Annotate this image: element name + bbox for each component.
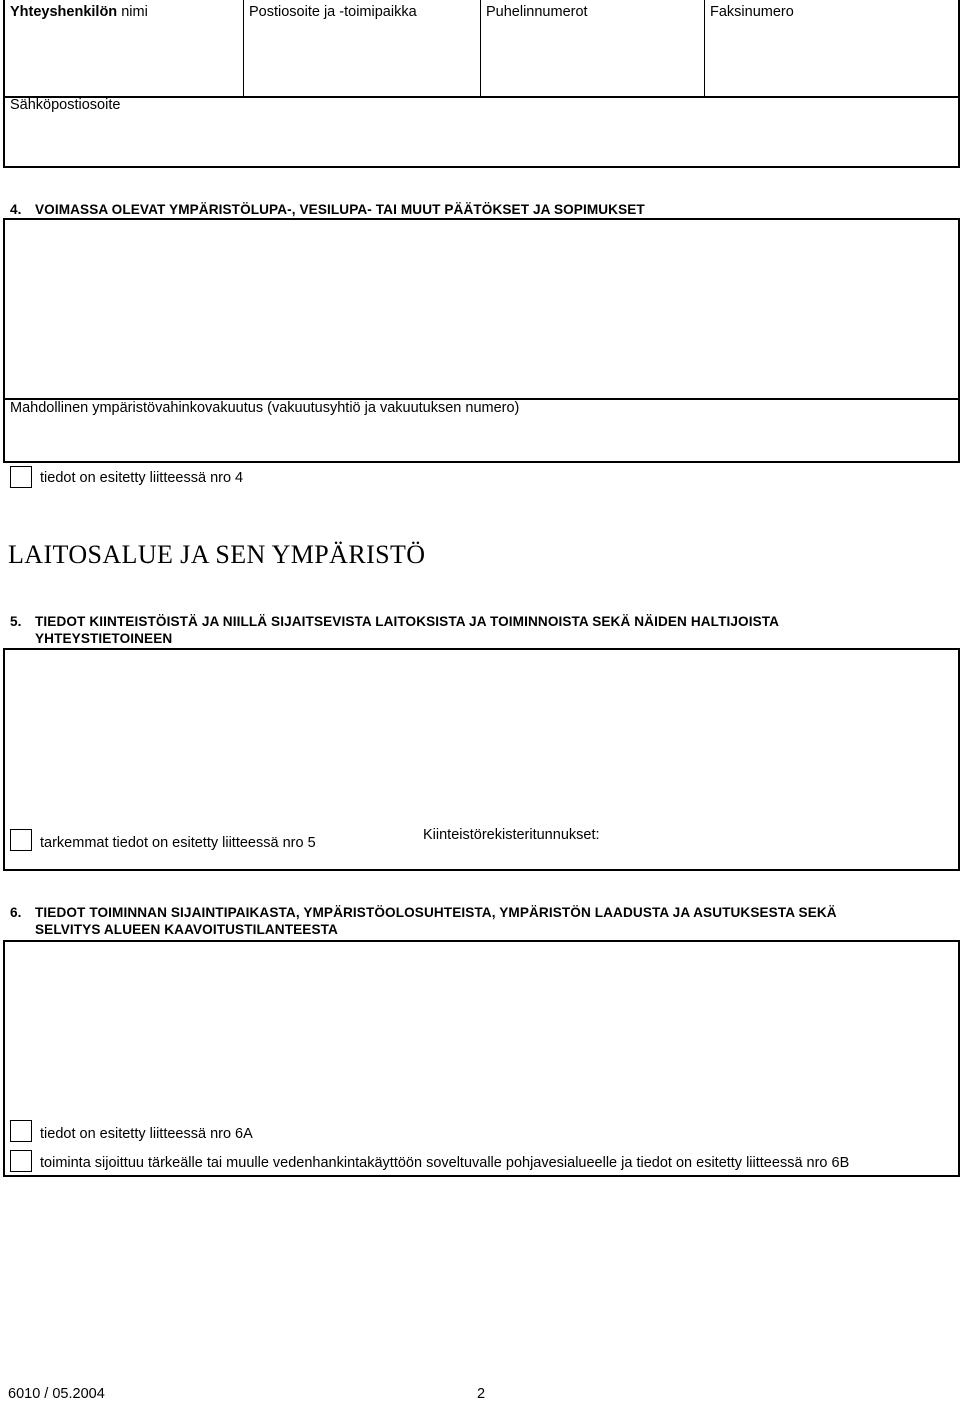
section-4-box (3, 218, 960, 463)
section-4-attachment-checkbox[interactable] (10, 466, 32, 488)
contact-address-label: Postiosoite ja -toimipaikka (249, 4, 417, 20)
section-5-attachment-checkbox[interactable] (10, 829, 32, 851)
section-5-title-line-2: YHTEYSTIETOINEEN (35, 631, 173, 646)
contact-col-divider-2 (480, 0, 481, 97)
contact-col-divider-3 (704, 0, 705, 97)
contact-name-label: Yhteyshenkilön nimi (10, 4, 148, 20)
section-6-number: 6. (10, 905, 22, 920)
property-registry-label: Kiinteistörekisteritunnukset: (423, 827, 600, 843)
section-6a-checkbox[interactable] (10, 1120, 32, 1142)
contact-fax-label: Faksinumero (710, 4, 794, 20)
insurance-label: Mahdollinen ympäristövahinkovakuutus (vakuutusyhtiö ja vakuutuksen numero) (10, 400, 520, 416)
section-4-title: VOIMASSA OLEVAT YMPÄRISTÖLUPA-, VESILUPA- TAI MUUT PÄÄTÖKSET JA SOPIMUKSET (35, 202, 645, 217)
section-4-attachment-label: tiedot on esitetty liitteessä nro 4 (40, 470, 244, 486)
section-6-title-line-2: SELVITYS ALUEEN KAAVOITUSTILANTEESTA (35, 922, 338, 937)
section-5-number: 5. (10, 614, 22, 629)
contact-email-label: Sähköpostiosoite (10, 97, 121, 113)
section-6b-label: toiminta sijoittuu tärkeälle tai muulle vedenhankintakäyttöön soveltuvalle pohjavesialueelle ja tiedot on esitetty liitteessä nro 6B (40, 1155, 850, 1171)
page-number: 2 (477, 1386, 486, 1402)
section-6b-checkbox[interactable] (10, 1150, 32, 1172)
section-5-attachment-label: tarkemmat tiedot on esitetty liitteessä nro 5 (40, 835, 316, 851)
contact-phone-label: Puhelinnumerot (486, 4, 588, 20)
section-4-number: 4. (10, 202, 22, 217)
page-title: LAITOSALUE JA SEN YMPÄRISTÖ (8, 540, 426, 569)
contact-col-divider-1 (243, 0, 244, 97)
form-code: 6010 / 05.2004 (8, 1386, 105, 1402)
contact-table (3, 0, 960, 168)
section-6a-label: tiedot on esitetty liitteessä nro 6A (40, 1126, 253, 1142)
contact-row-divider (3, 96, 960, 98)
section-6-title-line-1: TIEDOT TOIMINNAN SIJAINTIPAIKASTA, YMPÄRISTÖOLOSUHTEISTA, YMPÄRISTÖN LAADUSTA JA ASUTUKSESTA SEKÄ (35, 905, 837, 920)
section-5-title-line-1: TIEDOT KIINTEISTÖISTÄ JA NIILLÄ SIJAITSEVISTA LAITOKSISTA JA TOIMINNOISTA SEKÄ NÄIDEN HALTIJOISTA (35, 614, 780, 629)
